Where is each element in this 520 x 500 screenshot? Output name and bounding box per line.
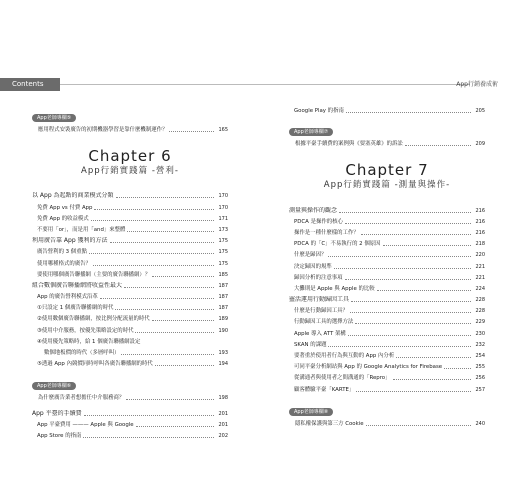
page-number: 240 (475, 420, 485, 427)
toc-entry[interactable] (32, 346, 228, 357)
leader-dots (155, 365, 215, 366)
page-number: 198 (218, 395, 228, 402)
entry-title: 歸因分析的注意事項 (294, 274, 343, 281)
page-number: 257 (475, 386, 485, 393)
entry-title: 利用廣告靠 App 獲利的方法 (32, 237, 108, 245)
entry-title: App 平臺費用 ——— Apple 與 Google (37, 421, 134, 428)
toc-entry[interactable] (289, 315, 485, 326)
entry-title: 應用程式安裝廣告的初期機器學習是靠什麼機制運作？ (38, 127, 168, 134)
entry-title: Google Play 的指南 (294, 108, 344, 115)
toc-entry[interactable] (32, 212, 228, 223)
page-number: 255 (475, 364, 485, 371)
entry-title: App Store 的指南 (37, 432, 82, 439)
page-number: 170 (218, 193, 228, 200)
leader-dots (334, 268, 472, 269)
page-number: 165 (218, 127, 228, 134)
entry-title: 從溝通者與使用者之間溝通的「Repro」 (294, 375, 391, 382)
leader-dots (405, 145, 472, 146)
entry-title: 操作是一種什麼樣的工作？ (294, 229, 359, 236)
entry-title: 什麼是行動歸因工具？ (294, 308, 348, 315)
entry-title: ③使用中介服務，按優先策略設定的時代 (37, 327, 134, 334)
leader-dots (339, 212, 471, 213)
contents-tab: Contents (0, 78, 60, 91)
page-number: 190 (218, 327, 228, 334)
page-number: 220 (475, 252, 485, 259)
page-number: 201 (218, 410, 228, 417)
leader-dots (93, 265, 215, 266)
leader-dots (393, 379, 472, 380)
leader-dots (83, 437, 214, 438)
entry-title: 免費 App vs 付費 App (37, 204, 93, 211)
page-number: 224 (475, 285, 485, 292)
tip-badge: App老師專欄⑤ (32, 114, 76, 122)
page-number: 254 (475, 353, 485, 359)
toc-entry[interactable] (32, 335, 228, 346)
tip-badge: App老師專欄⑧ (289, 408, 333, 416)
entry-title: 可同平臺分析網站與 App 的 Google Analytics for Firebase (294, 364, 443, 371)
entry-title: ②使用數個廣告聯播網，按比例分配流量的時代 (37, 316, 150, 323)
page-number: 229 (475, 319, 485, 326)
tip-badge: App老師專欄⑥ (32, 382, 76, 390)
toc-entry[interactable] (289, 248, 485, 259)
page-number: 228 (475, 297, 485, 304)
chapter-number: Chapter 6 (88, 147, 172, 166)
leader-dots (345, 223, 472, 224)
chapter-number: Chapter 7 (345, 161, 429, 180)
leader-dots (346, 112, 472, 113)
entry-title: 靈活運用行動歸因工具 (289, 296, 350, 304)
entry-title: 為什麼廣告業者想擔任中介服務商？ (38, 395, 125, 402)
leader-dots (136, 426, 215, 427)
entry-title: 隱私權保護與第三方 Cookie (295, 420, 364, 427)
toc-entry[interactable] (289, 237, 485, 248)
leader-dots (169, 131, 214, 132)
toc-entry[interactable] (32, 301, 228, 312)
entry-title: 行動歸因工具的選擇方法 (294, 319, 354, 326)
header-rule (60, 84, 470, 85)
toc-entry[interactable] (289, 104, 485, 115)
toc-entry[interactable] (32, 256, 228, 267)
page-number: 187 (218, 294, 228, 301)
leader-dots (94, 209, 214, 210)
entry-title: 數個地板價的時代（多層呼叫） (44, 350, 120, 356)
toc-entry[interactable] (32, 268, 228, 279)
entry-title: 大攤則是 Apple 與 Apple 的比較 (294, 285, 375, 292)
leader-dots (348, 335, 472, 336)
tip-column-entry (32, 372, 228, 402)
toc-entry[interactable] (289, 338, 485, 349)
leader-dots (135, 332, 214, 333)
leader-dots (100, 298, 215, 299)
toc-entry[interactable] (32, 200, 228, 211)
entry-title: PDCA 是操作的核心 (294, 218, 343, 225)
page-number: 218 (475, 241, 485, 248)
entry-title: PDCA 的「C」不易執行的 2 個原因 (294, 241, 381, 248)
leader-dots (89, 253, 214, 254)
entry-title: SKAN 的課題 (294, 341, 327, 348)
page-number: 205 (475, 108, 485, 115)
page-number: 194 (218, 361, 228, 368)
page-number: 216 (475, 218, 485, 225)
page-number: 216 (475, 207, 485, 214)
toc-entry[interactable] (32, 245, 228, 256)
page-number: 175 (218, 238, 228, 245)
toc-entry[interactable] (289, 215, 485, 226)
entry-title: ④使用優先策略時，給 1 個廣告聯播網設定 (37, 338, 141, 345)
toc-section-entry[interactable] (289, 293, 485, 304)
leader-dots (126, 399, 214, 400)
page-number: 221 (475, 263, 485, 270)
leader-dots (355, 323, 471, 324)
page-number: 228 (475, 308, 485, 315)
leader-dots (361, 234, 472, 235)
tip-column-entry (289, 118, 485, 148)
entry-title: 廣告營利的 3 個重點 (37, 249, 87, 256)
leader-dots (328, 346, 471, 347)
entry-title: 以 App 為起點的商業模式分類 (32, 192, 114, 200)
page-number: 201 (218, 421, 228, 428)
entry-title: ①只設定 1 個廣告聯播網的時代 (37, 305, 114, 312)
entry-title: App 平臺的手續費 (32, 409, 82, 417)
leader-dots (91, 220, 215, 221)
toc-entry[interactable] (32, 323, 228, 334)
toc-entry[interactable] (289, 371, 485, 382)
page-number: 175 (218, 260, 228, 267)
leader-dots (345, 279, 472, 280)
entry-title: 測量與操作的觀念 (289, 206, 338, 214)
page-number: 202 (218, 432, 228, 439)
page-number: 175 (218, 249, 228, 256)
leader-dots (116, 197, 215, 198)
tip-column-entry (32, 104, 228, 134)
entry-title: 決定歸因的規準 (294, 263, 332, 270)
toc-entry[interactable] (32, 418, 228, 429)
toc-entry[interactable] (289, 271, 485, 282)
leader-dots (124, 287, 214, 288)
leader-dots (350, 312, 472, 313)
entry-title: 根據平臺手續費的案例與《要塞英雄》的訴訟 (295, 141, 403, 148)
chapter-heading (289, 162, 485, 191)
toc-entry[interactable] (289, 349, 485, 360)
leader-dots (383, 245, 472, 246)
page-number: 173 (218, 226, 228, 233)
page-number: 187 (218, 305, 228, 312)
page-number: 221 (475, 274, 485, 281)
page-number: 193 (218, 350, 228, 356)
leader-dots (127, 231, 214, 232)
entry-title: 要使用哪個廣告聯播網（主要的廣告聯播網）？ (37, 271, 151, 278)
chapter-title: App行銷實踐篇 -測量與操作- (323, 180, 451, 191)
toc-entry[interactable] (32, 290, 228, 301)
toc-entry[interactable] (289, 226, 485, 237)
toc-entry[interactable] (289, 137, 485, 148)
toc-section-entry[interactable] (32, 189, 228, 200)
toc-entry[interactable] (289, 360, 485, 371)
leader-dots (444, 368, 471, 369)
entry-title: ⑤透過 App 內競價同時呼叫各廣告聯播網的時代 (37, 361, 153, 368)
toc-section-entry[interactable] (32, 406, 228, 417)
toc-entry[interactable] (32, 429, 228, 440)
toc-entry-list (289, 203, 485, 393)
leader-dots (377, 290, 472, 291)
toc-entry[interactable] (289, 304, 485, 315)
page-number: 189 (218, 316, 228, 323)
toc-entry[interactable] (289, 282, 485, 293)
page-number: 171 (218, 215, 228, 222)
page-number: 185 (218, 271, 228, 278)
leader-dots (84, 415, 215, 416)
toc-entry[interactable] (289, 259, 485, 270)
entry-title: 使用哪種格式的廣告？ (37, 260, 91, 267)
entry-title: App 的廣告營利模式沿革 (37, 294, 98, 301)
toc-left-column (32, 104, 228, 440)
leader-dots (121, 354, 214, 355)
leader-dots (152, 320, 215, 321)
page-number: 232 (475, 341, 485, 348)
leader-dots (110, 242, 215, 243)
running-title: App行銷養成術 (456, 81, 498, 88)
entry-title: 要著重於使用者行為與互動的 App 內分析 (294, 353, 395, 359)
toc-section-entry[interactable] (32, 279, 228, 290)
toc-entry[interactable] (32, 391, 228, 402)
toc-entry[interactable] (289, 417, 485, 428)
toc-section-entry[interactable] (289, 203, 485, 214)
toc-entry[interactable] (32, 223, 228, 234)
chapter-heading (32, 148, 228, 177)
toc-entry[interactable] (32, 357, 228, 368)
chapter-title: App行銷實踐篇 -營利- (81, 166, 179, 177)
leader-dots (366, 425, 472, 426)
page-number: 256 (475, 375, 485, 382)
leader-dots (351, 301, 471, 302)
leader-dots (396, 357, 471, 358)
leader-dots (152, 276, 214, 277)
page-number: 216 (475, 229, 485, 236)
toc-entry[interactable] (32, 312, 228, 323)
page-number: 170 (218, 204, 228, 211)
entry-title: 不要用「or」，而是用「and」來整體 (37, 226, 126, 233)
toc-entry-list (32, 406, 228, 440)
leader-dots (115, 309, 214, 310)
entry-title: Apple 導入 ATT 架構 (294, 330, 346, 337)
toc-section-entry[interactable] (32, 234, 228, 245)
toc-entry[interactable] (289, 326, 485, 337)
page-header (0, 78, 520, 91)
toc-right-column (289, 104, 485, 432)
page-number: 209 (475, 141, 485, 148)
entry-title: 顧客體驗平臺「KARTE」 (294, 386, 355, 393)
leader-dots (328, 256, 471, 257)
entry-title: 什麼是歸因？ (294, 252, 327, 259)
entry-title: 組合數個廣告聯播網將收益性最大 (32, 281, 123, 289)
tip-badge: App老師專欄⑦ (289, 128, 333, 136)
toc-entry-list (32, 189, 228, 368)
entry-title: 免費 App 的收益模式 (37, 215, 89, 222)
tip-column-entry (289, 398, 485, 428)
toc-entry[interactable] (32, 123, 228, 134)
page-number: 230 (475, 330, 485, 337)
page-number: 187 (218, 282, 228, 289)
toc-entry[interactable] (289, 382, 485, 393)
leader-dots (356, 391, 471, 392)
